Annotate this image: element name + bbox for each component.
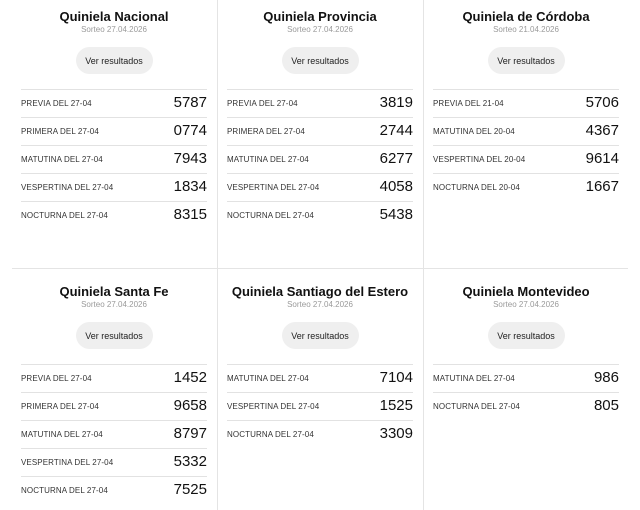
- result-row: [433, 145, 619, 173]
- draw-number: 7525: [173, 481, 207, 498]
- card-subtitle: Sorteo 27.04.2026: [81, 25, 147, 34]
- ver-resultados-button[interactable]: Ver resultados: [282, 322, 359, 349]
- draw-label: MATUTINA DEL 20-04: [433, 127, 515, 136]
- draw-label: NOCTURNA DEL 27-04: [21, 486, 108, 495]
- draw-label: PRIMERA DEL 27-04: [227, 127, 305, 136]
- row-divider: [12, 268, 628, 269]
- draw-number: 8315: [173, 206, 207, 223]
- card-quiniela-santa-fe: [11, 275, 217, 504]
- result-row: [21, 420, 207, 448]
- draw-number: 2744: [379, 122, 413, 139]
- result-row: [21, 173, 207, 201]
- card-subtitle: Sorteo 27.04.2026: [287, 300, 353, 309]
- card-quiniela-montevideo: [423, 275, 629, 420]
- draw-number: 4367: [585, 122, 619, 139]
- results-list: [423, 364, 629, 420]
- result-row: [21, 117, 207, 145]
- result-row: [21, 145, 207, 173]
- draw-number: 5332: [173, 453, 207, 470]
- result-row: [227, 420, 413, 448]
- draw-label: PREVIA DEL 27-04: [21, 374, 92, 383]
- draw-number: 1667: [585, 178, 619, 195]
- card-quiniela-provincia: [217, 0, 423, 229]
- draw-label: MATUTINA DEL 27-04: [433, 374, 515, 383]
- card-quiniela-cordoba: [423, 0, 629, 201]
- draw-label: VESPERTINA DEL 27-04: [21, 183, 114, 192]
- draw-label: NOCTURNA DEL 27-04: [21, 211, 108, 220]
- result-row: [433, 392, 619, 420]
- draw-number: 6277: [379, 150, 413, 167]
- card-title: Quiniela Santiago del Estero: [231, 284, 409, 299]
- card-title: Quiniela de Córdoba: [462, 9, 590, 24]
- draw-number: 986: [593, 369, 619, 386]
- card-title: Quiniela Santa Fe: [59, 284, 169, 299]
- draw-number: 7104: [379, 369, 413, 386]
- ver-resultados-button[interactable]: Ver resultados: [76, 322, 153, 349]
- draw-number: 9658: [173, 397, 207, 414]
- result-row: [227, 201, 413, 229]
- card-quiniela-santiago-del-estero: [217, 275, 423, 448]
- result-row: [21, 448, 207, 476]
- result-row: [227, 392, 413, 420]
- draw-number: 5438: [379, 206, 413, 223]
- draw-label: NOCTURNA DEL 27-04: [433, 402, 520, 411]
- results-list: [217, 364, 423, 448]
- result-row: [227, 117, 413, 145]
- result-row: [21, 89, 207, 117]
- draw-number: 1452: [173, 369, 207, 386]
- result-row: [21, 201, 207, 229]
- result-row: [433, 89, 619, 117]
- draw-label: PRIMERA DEL 27-04: [21, 402, 99, 411]
- draw-label: NOCTURNA DEL 20-04: [433, 183, 520, 192]
- draw-number: 7943: [173, 150, 207, 167]
- draw-label: NOCTURNA DEL 27-04: [227, 211, 314, 220]
- draw-number: 0774: [173, 122, 207, 139]
- draw-label: VESPERTINA DEL 27-04: [227, 183, 320, 192]
- draw-number: 8797: [173, 425, 207, 442]
- card-subtitle: Sorteo 21.04.2026: [493, 25, 559, 34]
- draw-label: PREVIA DEL 21-04: [433, 99, 504, 108]
- draw-number: 3309: [379, 425, 413, 442]
- draw-number: 805: [593, 397, 619, 414]
- draw-label: VESPERTINA DEL 27-04: [227, 402, 320, 411]
- draw-label: MATUTINA DEL 27-04: [227, 374, 309, 383]
- card-title: Quiniela Provincia: [263, 9, 377, 24]
- draw-number: 3819: [379, 94, 413, 111]
- results-list: [11, 89, 217, 229]
- ver-resultados-button[interactable]: Ver resultados: [76, 47, 153, 74]
- result-row: [227, 173, 413, 201]
- card-subtitle: Sorteo 27.04.2026: [493, 300, 559, 309]
- draw-number: 9614: [585, 150, 619, 167]
- result-row: [227, 145, 413, 173]
- ver-resultados-button[interactable]: Ver resultados: [488, 47, 565, 74]
- ver-resultados-button[interactable]: Ver resultados: [488, 322, 565, 349]
- draw-label: MATUTINA DEL 27-04: [227, 155, 309, 164]
- draw-number: 5787: [173, 94, 207, 111]
- results-list: [217, 89, 423, 229]
- ver-resultados-button[interactable]: Ver resultados: [282, 47, 359, 74]
- result-row: [227, 364, 413, 392]
- draw-number: 1834: [173, 178, 207, 195]
- card-quiniela-nacional: [11, 0, 217, 229]
- card-subtitle: Sorteo 27.04.2026: [287, 25, 353, 34]
- result-row: [433, 364, 619, 392]
- draw-number: 4058: [379, 178, 413, 195]
- results-list: [11, 364, 217, 504]
- draw-label: MATUTINA DEL 27-04: [21, 155, 103, 164]
- result-row: [433, 173, 619, 201]
- results-list: [423, 89, 629, 201]
- card-title: Quiniela Nacional: [59, 9, 169, 24]
- card-subtitle: Sorteo 27.04.2026: [81, 300, 147, 309]
- draw-number: 5706: [585, 94, 619, 111]
- card-title: Quiniela Montevideo: [462, 284, 590, 299]
- draw-label: PREVIA DEL 27-04: [227, 99, 298, 108]
- result-row: [21, 364, 207, 392]
- result-row: [21, 392, 207, 420]
- result-row: [227, 89, 413, 117]
- draw-label: PRIMERA DEL 27-04: [21, 127, 99, 136]
- draw-label: VESPERTINA DEL 20-04: [433, 155, 526, 164]
- result-row: [21, 476, 207, 504]
- draw-label: NOCTURNA DEL 27-04: [227, 430, 314, 439]
- draw-label: VESPERTINA DEL 27-04: [21, 458, 114, 467]
- draw-label: MATUTINA DEL 27-04: [21, 430, 103, 439]
- result-row: [433, 117, 619, 145]
- draw-number: 1525: [379, 397, 413, 414]
- draw-label: PREVIA DEL 27-04: [21, 99, 92, 108]
